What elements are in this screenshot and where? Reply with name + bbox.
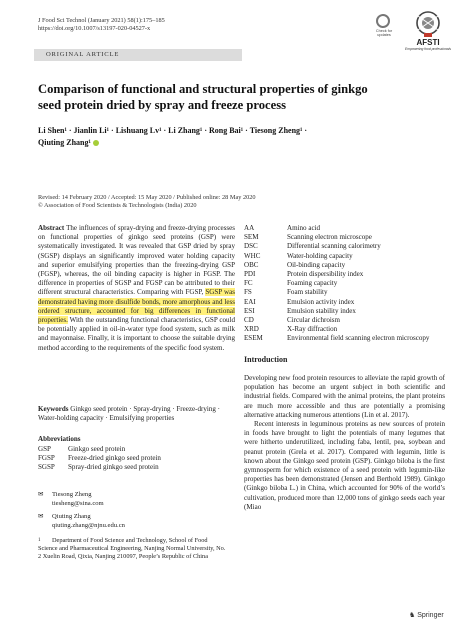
abbreviation-row [244, 252, 444, 261]
dates-line: Revised: 14 February 2020 / Accepted: 15 May 2020 / Published online: 28 May 2020 [38, 194, 256, 201]
check-updates-icon [376, 14, 390, 28]
abbreviation-row [244, 261, 444, 270]
introduction-heading: Introduction [244, 355, 288, 364]
afsti-logo [404, 10, 452, 58]
check-updates-line1: Check for [375, 29, 393, 33]
abbr-term: WHC [244, 251, 261, 260]
contact-email[interactable]: qiuting.zhang@njnu.edu.cn [52, 521, 125, 529]
springer-horse-icon: ♞ [409, 612, 418, 619]
abbr-definition: Circular dichroism [287, 316, 341, 325]
intro-paragraph-1: Developing new food protein resources to alleviate the rapid growth of population has become an urgent subject in both scientific and industrial fields. Compared with the animal proteins, the plant proteins are much more accessible and thus are potentially a promising alternative attacking numerous attentions (Lin et al. 2017). [244, 374, 445, 419]
abbreviation-row [244, 307, 444, 316]
abstract-label: Abstract [38, 224, 65, 232]
abbr-definition: Water-holding capacity [287, 251, 353, 260]
abbreviation-row [244, 288, 444, 297]
keywords-text: Ginkgo seed protein · Spray-drying · Freeze-drying · Water-holding capacity · Emulsifying properties [38, 405, 221, 423]
doi-link[interactable]: https://doi.org/10.1007/s13197-020-04527-x [38, 25, 151, 32]
abbr-term: EAI [244, 297, 256, 306]
abbreviation-row [244, 298, 444, 307]
introduction-body [244, 374, 445, 512]
abbr-definition: Differential scanning calorimetry [287, 242, 381, 251]
abbr-definition: Foam stability [287, 288, 328, 297]
abbr-term: GSP [38, 445, 51, 453]
abbreviations-list-right [244, 224, 444, 344]
intro-paragraph-2: Recent interests in leguminous proteins as new sources of protein in foods have brought to light the potentials of many legumes that were hitherto underutilized, including faba, lentil, pea, soybean and peanut protein (Grela et al. 2017). Compared with legumin, little is known about the Ginkgo seed protein (GSP). Ginkgo biloba is the first gymnosperm for which existence of a seed protein with legumin-like properties has been demonstrated (Jensen and Berthold 1989). Ginkgo (Ginkgo biloba L.) in China, which accounted for 90% of the world’s cultivation, produced more than 12,000 tons of ginkgo seeds each year (Miao [244, 420, 445, 511]
abbr-term: DSC [244, 242, 258, 251]
abbr-term: FGSP [38, 454, 55, 463]
journal-header [38, 17, 165, 33]
abbr-definition: Amino acid [287, 224, 321, 232]
abbr-term: SGSP [38, 463, 55, 472]
logo-lettering: AFSTI [416, 38, 440, 47]
abbreviation-row [38, 454, 161, 463]
abbr-term: SEM [244, 233, 259, 242]
abbr-definition: Protein dispersibility index [287, 270, 364, 279]
abstract-text-1: The influences of spray-drying and freeze-drying processes on functional properties of ginkgo seed proteins (GSP) were systematically investigated. It was revealed that GSP dried by spray (SGSP) displays an significantly improved water holding capacity and superior emulsifying properties than the freezing-drying GSP (FGSP), whereas, the oil binding capacity is higher in FGSP. The difference in properties of SGSP and FGSP can be attributed to their different structural characteristics. Comparing with FGSP, [38, 224, 235, 297]
abbreviation-row [38, 463, 161, 472]
journal-citation: J Food Sci Technol (January 2021) 58(1):175–185 [38, 17, 165, 24]
keywords [38, 405, 235, 423]
envelope-icon: ✉ [38, 491, 44, 498]
envelope-icon: ✉ [38, 513, 44, 521]
abbreviation-row [244, 270, 444, 279]
abbr-definition: Freeze-dried ginkgo seed protein [68, 454, 161, 463]
abbr-term: ESEM [244, 334, 263, 343]
check-updates-line2: updates [377, 33, 391, 37]
abbr-definition: Scanning electron microscope [287, 233, 372, 242]
abbr-term: ESI [244, 306, 255, 315]
orcid-icon[interactable] [93, 140, 99, 146]
contact-name-row [38, 513, 125, 522]
affiliation-text: Department of Food Science and Technology, School of Food Science and Pharmaceutical Engineering, Nanjing Normal University, No. 2 Xuelin Road, Qixia, Nanjing 210097, People’s Republic of China [38, 537, 226, 561]
publisher-name: Springer [417, 612, 444, 619]
copyright-line: © Association of Food Scientists & Technologists (India) 2020 [38, 202, 197, 209]
abbr-term: CD [244, 316, 254, 325]
abbreviations-list-left [38, 445, 161, 473]
abbreviation-row [244, 334, 444, 343]
abbr-term: OBC [244, 260, 259, 269]
keywords-label: Keywords [38, 405, 69, 413]
abbreviation-row [38, 445, 161, 454]
article-type: ORIGINAL ARTICLE [46, 51, 120, 58]
abbr-term: XRD [244, 325, 259, 334]
abbr-definition: Oil-binding capacity [287, 260, 346, 269]
abbreviation-row [244, 233, 444, 242]
abbr-definition: Spray-dried ginkgo seed protein [68, 463, 159, 472]
abbr-definition: Emulsion activity index [287, 297, 355, 306]
abbreviation-row [244, 242, 444, 251]
contact-name: Qiuting Zhang [52, 513, 91, 521]
abbr-definition: Foaming capacity [287, 279, 338, 288]
abbreviation-row [244, 279, 444, 288]
abbr-definition: X-Ray diffraction [287, 325, 338, 334]
springer-logo [409, 611, 444, 619]
afsti-logo-icon [404, 10, 452, 50]
abbr-definition: Ginkgo seed protein [68, 445, 126, 453]
abbreviation-row [244, 316, 444, 325]
abstract-highlight: SGSP was demonstrated having more disulfide bonds, more amorphous and less ordered structure, accounted for big differences in functional properties. [38, 288, 236, 325]
abbr-term: FC [244, 279, 253, 288]
authors-line2: Qiuting Zhang¹ [38, 138, 91, 147]
abbr-term: AA [244, 224, 255, 232]
abstract [38, 224, 235, 353]
contact-name: Tiesong Zheng [52, 491, 92, 498]
abbr-term: FS [244, 288, 252, 297]
contact-name-row [38, 491, 125, 500]
abbr-definition: Emulsion stability index [287, 306, 356, 315]
paper-title: Comparison of functional and structural properties of ginkgo seed protein dried by spray and freeze process [38, 82, 368, 112]
abstract-text-2: With the outstanding functional characteristics, GSP could be potentially applied in oil-in-water type food system, such as milk and mayonnaise. Finally, it is important to choose the suitable drying method according to the requirements of the specific food system. [38, 316, 235, 352]
abbr-term: PDI [244, 270, 256, 279]
corresponding-authors [38, 491, 125, 530]
author-list [38, 125, 418, 149]
contact-email[interactable]: tiesheng@sina.com [52, 499, 104, 507]
abbreviation-row [244, 325, 444, 334]
abbreviation-row [244, 224, 444, 233]
logo-tagline: Empowering food professionals [405, 47, 451, 51]
affiliation-number: 1 [38, 538, 41, 543]
abbr-definition: Environmental field scanning electron microscopy [287, 334, 430, 343]
abbreviations-heading: Abbreviations [38, 435, 81, 443]
affiliation [38, 537, 228, 562]
publication-dates [38, 194, 256, 210]
check-for-updates-badge[interactable] [373, 14, 395, 36]
authors-line1: Li Shen¹ · Jianlin Li¹ · Lishuang Lv¹ · Li Zhang¹ · Rong Bai¹ · Tiesong Zheng¹ · [38, 126, 308, 135]
